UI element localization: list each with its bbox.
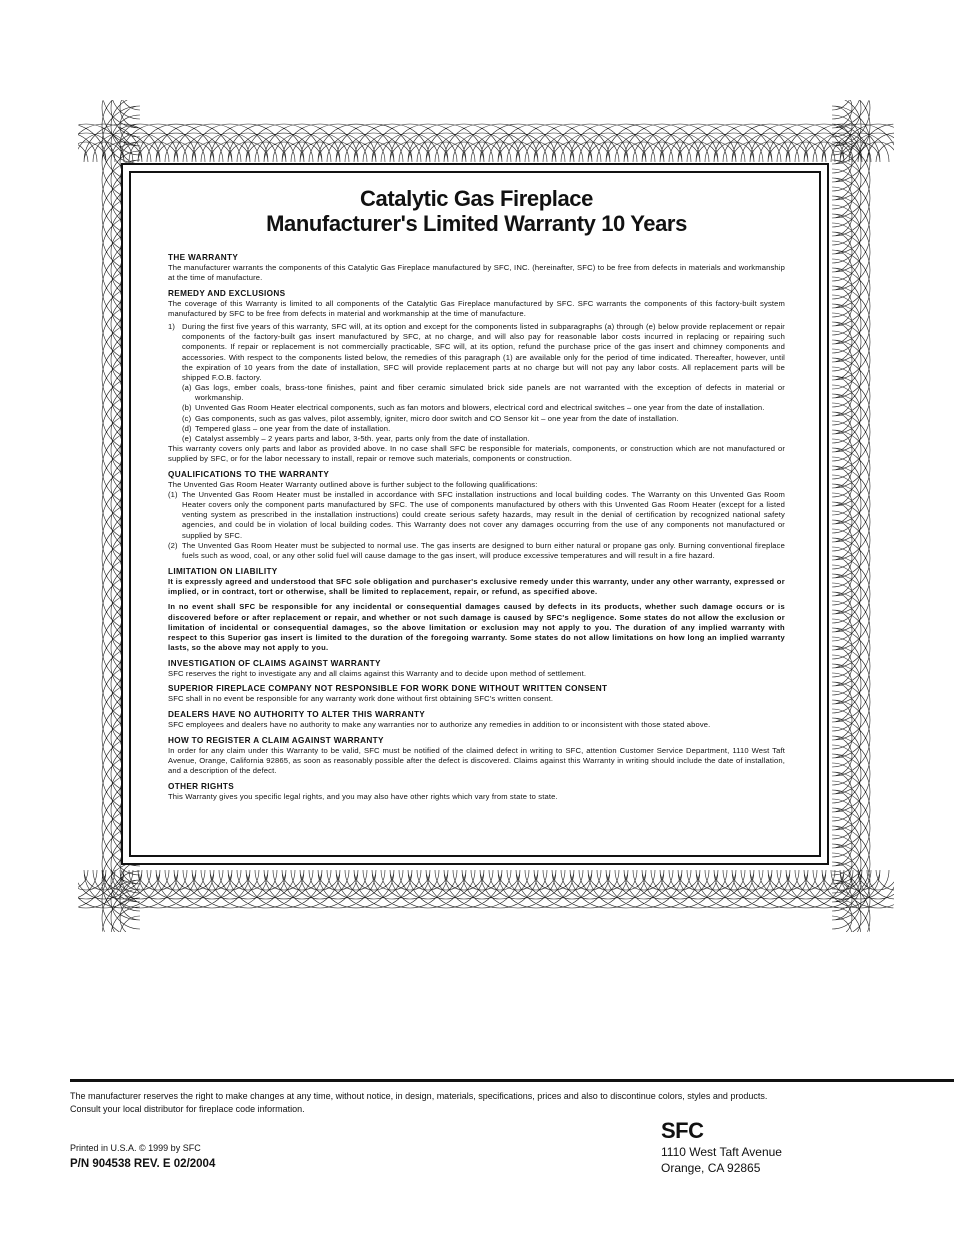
address-line-1: 1110 West Taft Avenue: [661, 1145, 782, 1159]
subitem-number: (b): [182, 403, 192, 413]
subitem-text: Tempered glass – one year from the date of installation.: [195, 423, 391, 433]
subitem-text: Gas components, such as gas valves, pilot assembly, igniter, micro door switch and CO Sensor kit – one year from the date of installation.: [195, 413, 679, 423]
qualification-item-1: [168, 490, 785, 541]
remedy-closing-text: This warranty covers only parts and labor as provided above. In no case shall SFC be responsible for materials, components, or construction which are not manufactured or supplied by SFC, or for the labor necessary to install, repair or remove such materials, components or construction.: [168, 444, 785, 464]
warranty-content: [168, 186, 785, 802]
subitem-text: Unvented Gas Room Heater electrical components, such as fan motors and blowers, electrical cord and electrical switches – one year from the date of installation.: [195, 403, 765, 413]
qualification-text: The Unvented Gas Room Heater must be subjected to normal use. The gas inserts are designed to burn either natural or propane gas only. Burning conventional fireplace fuels such as wood, coal, or any other solid fuel will cause damage to the gas insert, will produce excessive temperatures and will result in a fire hazard.: [182, 540, 785, 560]
remedy-subitem-e: [168, 434, 785, 444]
subitem-text: Gas logs, ember coals, brass-tone finishes, paint and fiber ceramic simulated brick side panels are not warranted with the exception of defects in material or workmanship.: [195, 383, 785, 403]
notice-line-1: The manufacturer reserves the right to make changes at any time, without notice, in design, materials, specifications, prices and also to discontinue colors, styles and products.: [70, 1091, 768, 1101]
company-address: [661, 1144, 782, 1176]
footer-notice: [70, 1090, 870, 1116]
section-heading-register: HOW TO REGISTER A CLAIM AGAINST WARRANTY: [168, 735, 384, 745]
section-text-remedy: The coverage of this Warranty is limited to all components of the Catalytic Gas Fireplace manufactured by SFC. SFC warrants the components of this factory-built system manufactured by SFC to be free from defects in material and workmanship at the time of manufacture.: [168, 298, 785, 318]
subitem-number: (a): [182, 383, 192, 393]
title-line-2: Manufacturer's Limited Warranty 10 Years: [266, 211, 687, 236]
liability-text-2: In no event shall SFC be responsible for any incidental or consequential damages caused by defects in its products, whether such damage occurs or is discovered before or after replacement or repair, and whether or not such damage is caused by SFC's negligence. Some states do not allow the exclusion or limitation of incidental or consequential damages, so the above limitation or exclusion may not apply to you. The duration of any implied warranty with respect to this Superior gas insert is limited to the duration of the foregoing warranty. Some states do not allow limitations on how long an implied warranty lasts, so the above may not apply to you.: [168, 602, 785, 652]
remedy-item-text: During the first five years of this warranty, SFC will, at its option and except for the components listed in subparagraphs (a) through (e) below provide replacement or repair components of the factory-built gas insert manufactured by SFC, at no charge, and will also pay for reasonable labor costs incurred in replacing or repairing such components. If repair or replacement is not commercially practicable, SFC will, at its option, refund the purchase price of the gas insert and chimney components and accessories. With respect to the components listed below, the remedies of this paragraph (1) are available only for the period of time indicated. Thereafter, however, until the expiration of 10 years from the date of installation, SFC will provide replacement parts at no charge but will not pay any labor costs. All replacement parts will be shipped F.O.B. factory.: [182, 322, 785, 382]
remedy-subitem-d: [168, 424, 785, 434]
remedy-item-1: [168, 322, 785, 383]
section-heading-qualifications: QUALIFICATIONS TO THE WARRANTY: [168, 469, 330, 479]
section-text-register: In order for any claim under this Warranty to be valid, SFC must be notified of the claimed defect in writing to SFC, attention Customer Service Department, 1110 West Taft Avenue, Orange, California 92865, as soon as reasonably possible after the defect is discovered. Claims against this Warranty in writing should include the date of installation, and a description of the defect.: [168, 745, 785, 775]
section-text-other-rights: This Warranty gives you specific legal rights, and you may also have other rights which vary from state to state.: [168, 791, 558, 801]
document-title: [168, 186, 785, 236]
section-heading-dealers: DEALERS HAVE NO AUTHORITY TO ALTER THIS WARRANTY: [168, 709, 426, 719]
notice-line-2: Consult your local distributor for fireplace code information.: [70, 1104, 305, 1114]
qualifications-intro: The Unvented Gas Room Heater Warranty outlined above is further subject to the following qualifications:: [168, 479, 538, 489]
qualification-text: The Unvented Gas Room Heater must be installed in accordance with SFC installation instructions and local building codes. The Warranty on this Unvented Gas Room Heater covers only the component parts manufactured by SFC. The use of components manufactured by others with this Unvented Gas Room Heater (except for a listed venting system as prescribed in the installation instructions) could create serious safety hazards, may result in the denial of certification by recognized national safety agencies, and could be in violation of local building codes. This Warranty does not cover any damages occurring from the use of any components not manufactured or supplied by SFC.: [182, 489, 785, 540]
subitem-number: (c): [182, 413, 192, 423]
section-text-investigation: SFC reserves the right to investigate any and all claims against this Warranty and to decide upon method of settlement.: [168, 668, 587, 678]
section-heading-investigation: INVESTIGATION OF CLAIMS AGAINST WARRANTY: [168, 658, 381, 668]
subitem-number: (d): [182, 423, 192, 433]
subitem-number: (e): [182, 433, 192, 443]
section-heading-remedy: REMEDY AND EXCLUSIONS: [168, 288, 286, 298]
liability-text-1: It is expressly agreed and understood that SFC sole obligation and purchaser's exclusive remedy under this warranty, under any other warranty, expressed or implied, or in contract, tort or otherwise, shall be limited to replacement, repair, or refund, as specified above.: [168, 576, 785, 596]
section-heading-liability: LIMITATION ON LIABILITY: [168, 566, 278, 576]
address-line-2: Orange, CA 92865: [661, 1161, 761, 1175]
printed-info: Printed in U.S.A. © 1999 by SFC: [70, 1143, 201, 1153]
part-number: P/N 904538 REV. E 02/2004: [70, 1158, 216, 1170]
remedy-subitem-a: [168, 383, 785, 403]
title-line-1: Catalytic Gas Fireplace: [360, 186, 593, 211]
remedy-subitem-c: [168, 414, 785, 424]
section-text-warranty: The manufacturer warrants the components of this Catalytic Gas Fireplace manufactured by SFC, INC. (hereinafter, SFC) to be free from defects in materials and workmanship at the time of manufacture.: [168, 263, 785, 283]
remedy-item-number: 1): [168, 322, 176, 332]
footer-divider: [70, 1079, 954, 1082]
section-text-dealers: SFC employees and dealers have no authority to make any warranties nor to authorize any remedies in addition to or inconsistent with those stated above.: [168, 719, 711, 729]
qualification-number: (1): [168, 489, 178, 499]
subitem-text: Catalyst assembly – 2 years parts and labor, 3-5th. year, parts only from the date of installation.: [195, 433, 530, 443]
section-heading-not-responsible: SUPERIOR FIREPLACE COMPANY NOT RESPONSIBLE FOR WORK DONE WITHOUT WRITTEN CONSENT: [168, 684, 608, 694]
company-logo: SFC: [661, 1118, 704, 1143]
qualification-number: (2): [168, 540, 178, 550]
qualification-item-2: [168, 541, 785, 561]
remedy-subitem-b: [168, 403, 785, 413]
section-text-not-responsible: SFC shall in no event be responsible for any warranty work done without first obtaining SFC's written consent.: [168, 694, 554, 704]
section-heading-warranty: THE WARRANTY: [168, 253, 239, 262]
section-heading-other-rights: OTHER RIGHTS: [168, 781, 235, 791]
